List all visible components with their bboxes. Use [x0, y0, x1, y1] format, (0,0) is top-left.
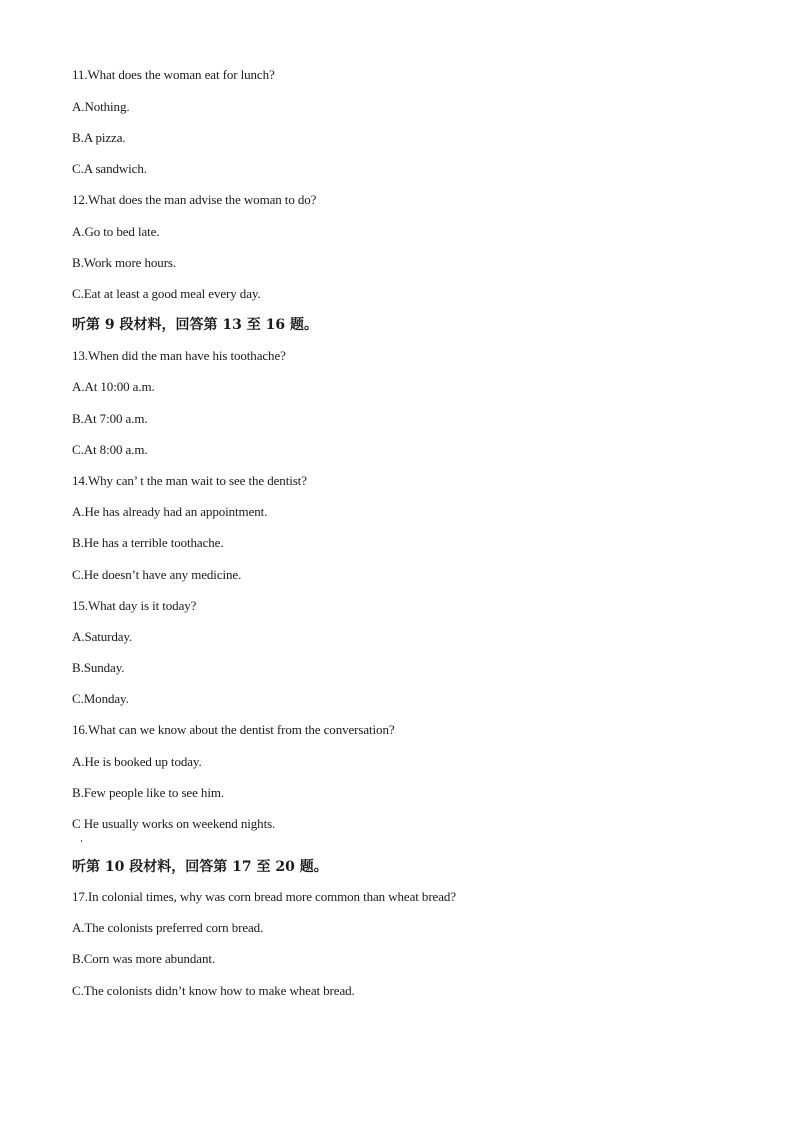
question-15-option-c: C.Monday. — [72, 691, 129, 706]
question-11-option-a: A.Nothing. — [72, 99, 130, 114]
question-12-option-c: C.Eat at least a good meal every day. — [72, 286, 261, 301]
question-11-stem: 11.What does the woman eat for lunch? — [72, 67, 275, 82]
question-17-option-a: A.The colonists preferred corn bread. — [72, 920, 264, 935]
question-12-option-b: B.Work more hours. — [72, 255, 177, 270]
question-16-option-b: B.Few people like to see him. — [72, 785, 224, 800]
question-11-option-b: B.A pizza. — [72, 130, 126, 145]
question-13-option-b: B.At 7:00 a.m. — [72, 411, 148, 426]
question-15-option-a: A.Saturday. — [72, 629, 133, 644]
question-14-stem: 14.Why can’ t the man wait to see the dentist? — [72, 473, 307, 488]
question-11-option-c: C.A sandwich. — [72, 161, 147, 176]
question-13-stem: 13.When did the man have his toothache? — [72, 348, 286, 363]
scan-speck — [81, 840, 82, 842]
question-16-stem: 16.What can we know about the dentist from the conversation? — [72, 722, 395, 737]
question-15-option-b: B.Sunday. — [72, 660, 125, 675]
question-17-option-b: B.Corn was more abundant. — [72, 951, 216, 966]
question-14-option-a: A.He has already had an appointment. — [72, 504, 268, 519]
question-13-option-c: C.At 8:00 a.m. — [72, 442, 148, 457]
section-heading-passage-9: 听第 9 段材料，回答第 13 至 16 题。 — [72, 317, 318, 333]
question-15-stem: 15.What day is it today? — [72, 598, 197, 613]
question-16-option-a: A.He is booked up today. — [72, 754, 202, 769]
question-12-option-a: A.Go to bed late. — [72, 224, 160, 239]
section-heading-passage-10: 听第 10 段材料，回答第 17 至 20 题。 — [72, 859, 328, 875]
question-14-option-b: B.He has a terrible toothache. — [72, 535, 224, 550]
question-14-option-c: C.He doesn’t have any medicine. — [72, 567, 242, 582]
question-17-option-c: C.The colonists didn’t know how to make wheat bread. — [72, 983, 355, 998]
question-17-stem: 17.In colonial times, why was corn bread more common than wheat bread? — [72, 889, 456, 904]
question-12-stem: 12.What does the man advise the woman to do? — [72, 192, 317, 207]
question-16-option-c: C He usually works on weekend nights. — [72, 816, 276, 831]
question-13-option-a: A.At 10:00 a.m. — [72, 379, 155, 394]
